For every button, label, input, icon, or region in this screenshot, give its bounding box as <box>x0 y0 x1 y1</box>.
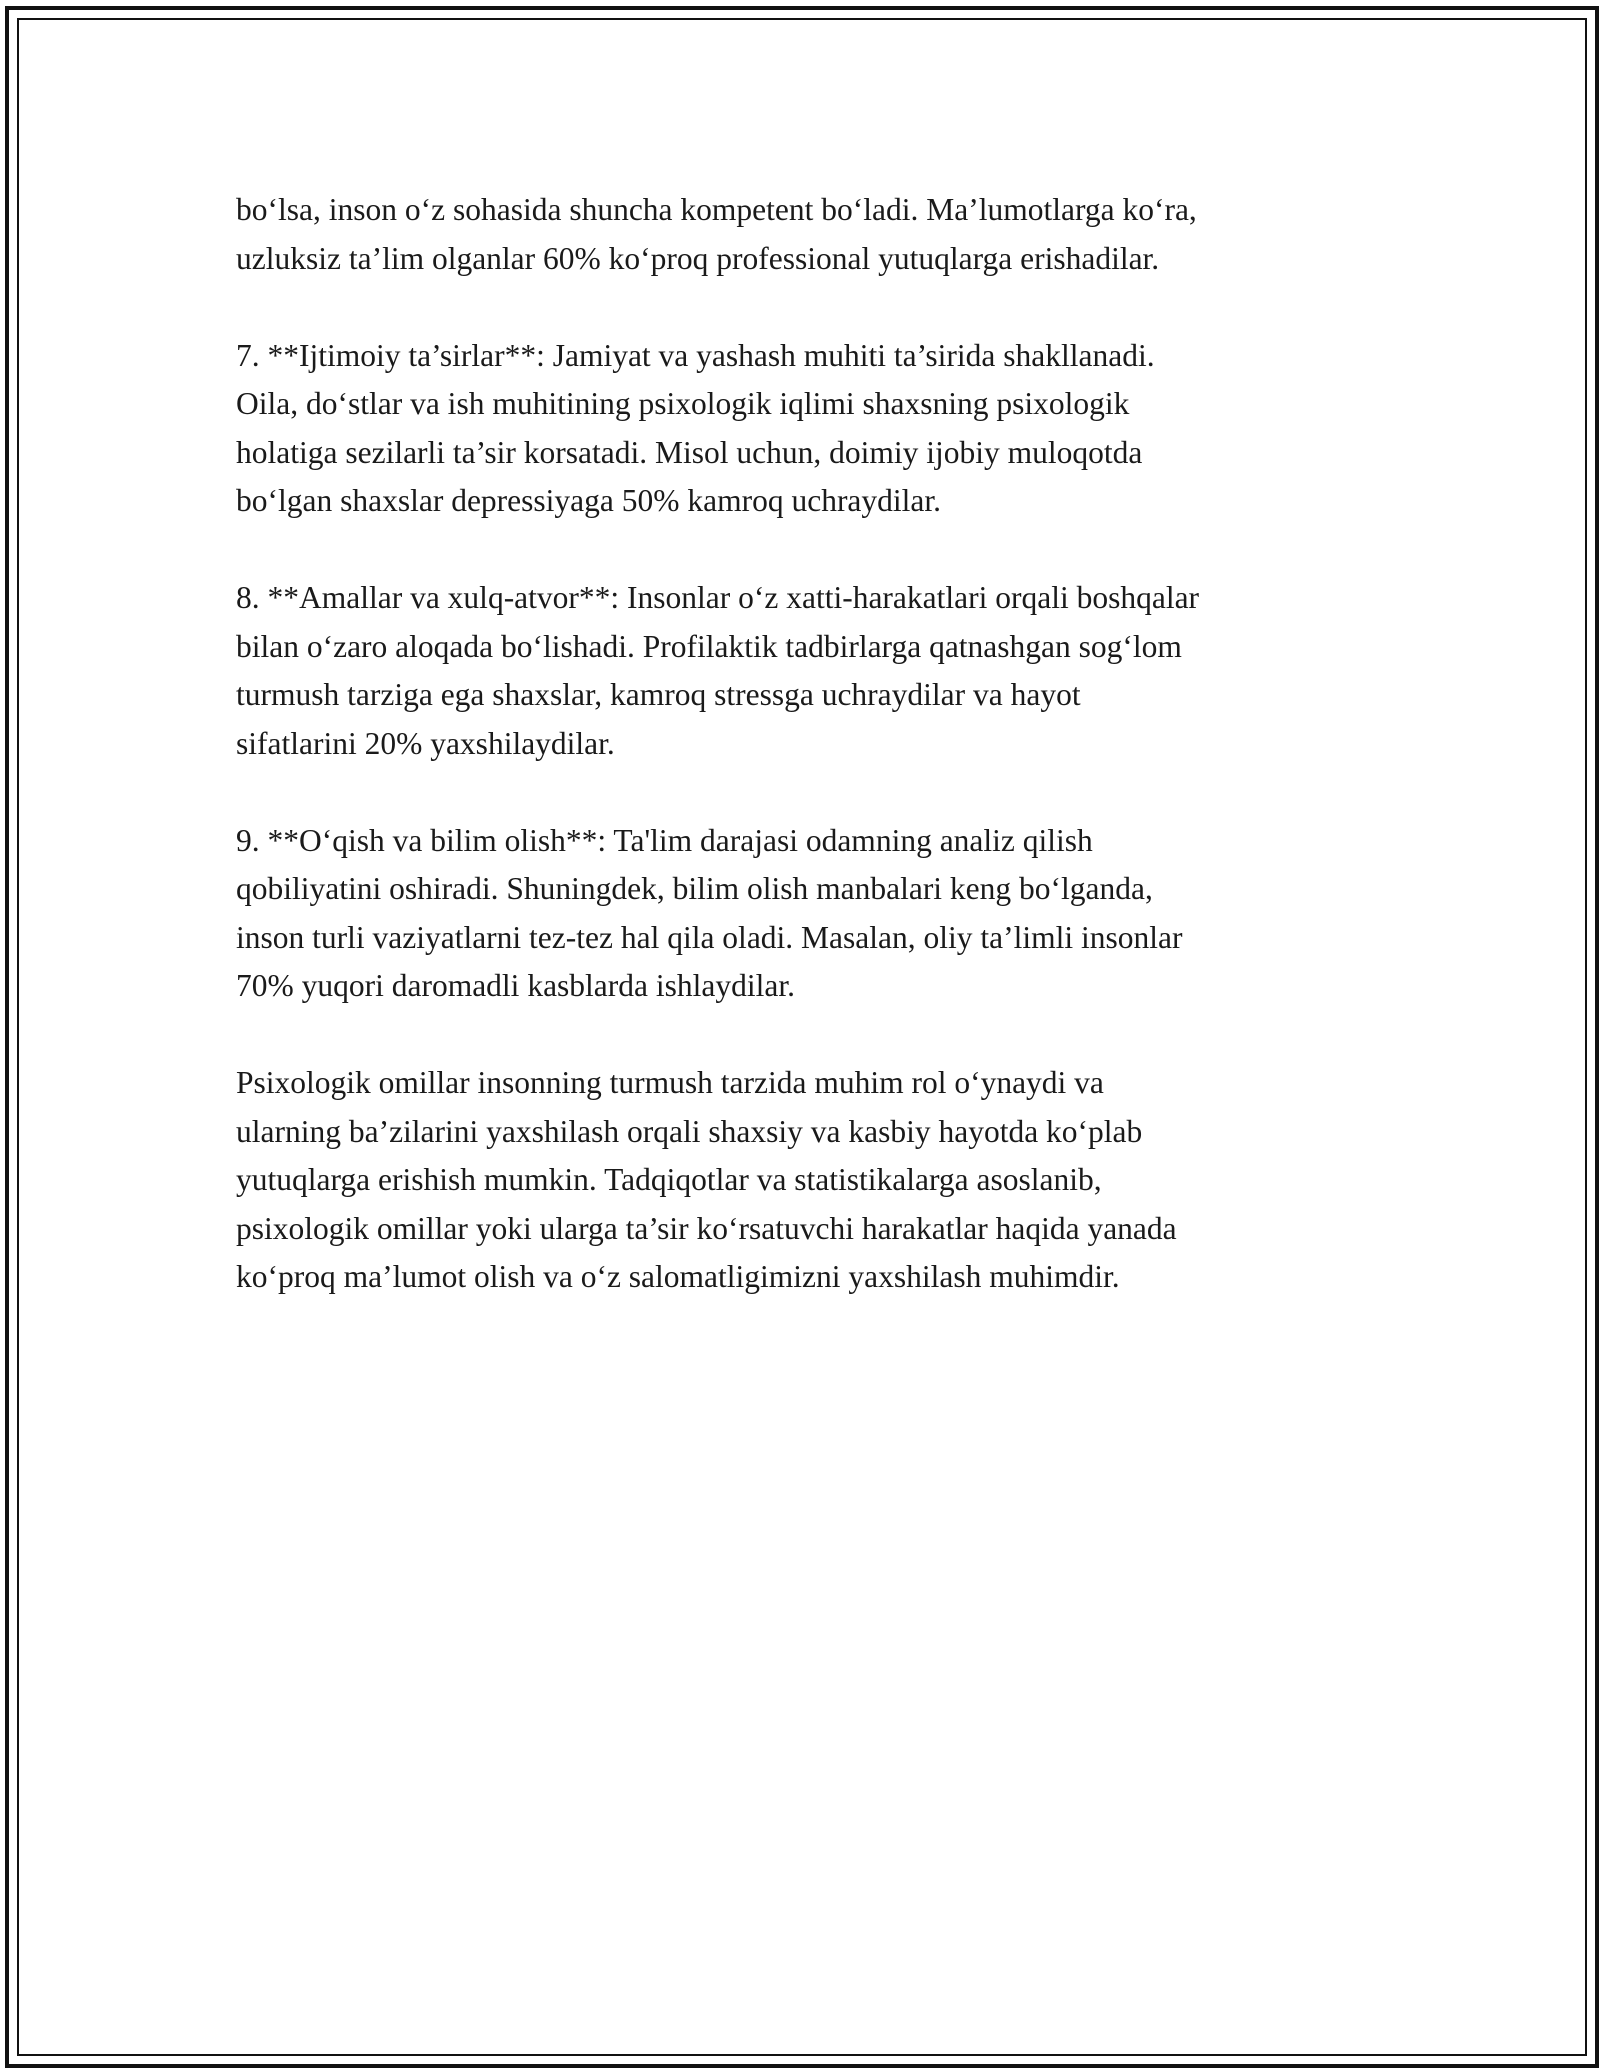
paragraph-continuation: bo‘lsa, inson o‘z sohasida shuncha kompetent bo‘ladi. Ma’lumotlarga ko‘ra, uzluksiz ta’lim olganlar 60% ko‘proq professional yutuqlarga erishadilar. <box>236 192 1197 276</box>
paragraph-item-9: 9. **O‘qish va bilim olish**: Ta'lim darajasi odamning analiz qilish qobiliyatini oshiradi. Shuningdek, bilim olish manbalari keng bo‘lganda, inson turli vaziyatlarni tez-tez hal qila oladi. Masalan, oliy ta’limli insonlar 70% yuqori daromadli kasblarda ishlaydilar. <box>236 822 1183 1003</box>
document-body <box>236 186 1376 1350</box>
paragraph-item-7: 7. **Ijtimoiy ta’sirlar**: Jamiyat va yashash muhiti ta’sirida shakllanadi. Oila, do‘stlar va ish muhitining psixologik iqlimi shaxsning psixologik holatiga sezilarli ta’sir korsatadi. Misol uchun, doimiy ijobiy muloqotda bo‘lgan shaxslar depressiyaga 50% kamroq uchraydilar. <box>236 337 1155 518</box>
paragraph-item-8: 8. **Amallar va xulq-atvor**: Insonlar o‘z xatti-harakatlari orqali boshqalar bilan o‘zaro aloqada bo‘lishadi. Profilaktik tadbirlarga qatnashgan sog‘lom turmush tarziga ega shaxslar, kamroq stressga uchraydilar va hayot sifatlarini 20% yaxshilaydilar. <box>236 580 1200 761</box>
paragraph-conclusion: Psixologik omillar insonning turmush tarzida muhim rol o‘ynaydi va ularning ba’zilarini yaxshilash orqali shaxsiy va kasbiy hayotda ko‘plab yutuqlarga erishish mumkin. Tadqiqotlar va statistikalarga asoslanib, psixologik omillar yoki ularga ta’sir ko‘rsatuvchi harakatlar haqida yanada ko‘proq ma’lumot olish va o‘z salomatligimizni yaxshilash muhimdir. <box>236 1065 1177 1294</box>
